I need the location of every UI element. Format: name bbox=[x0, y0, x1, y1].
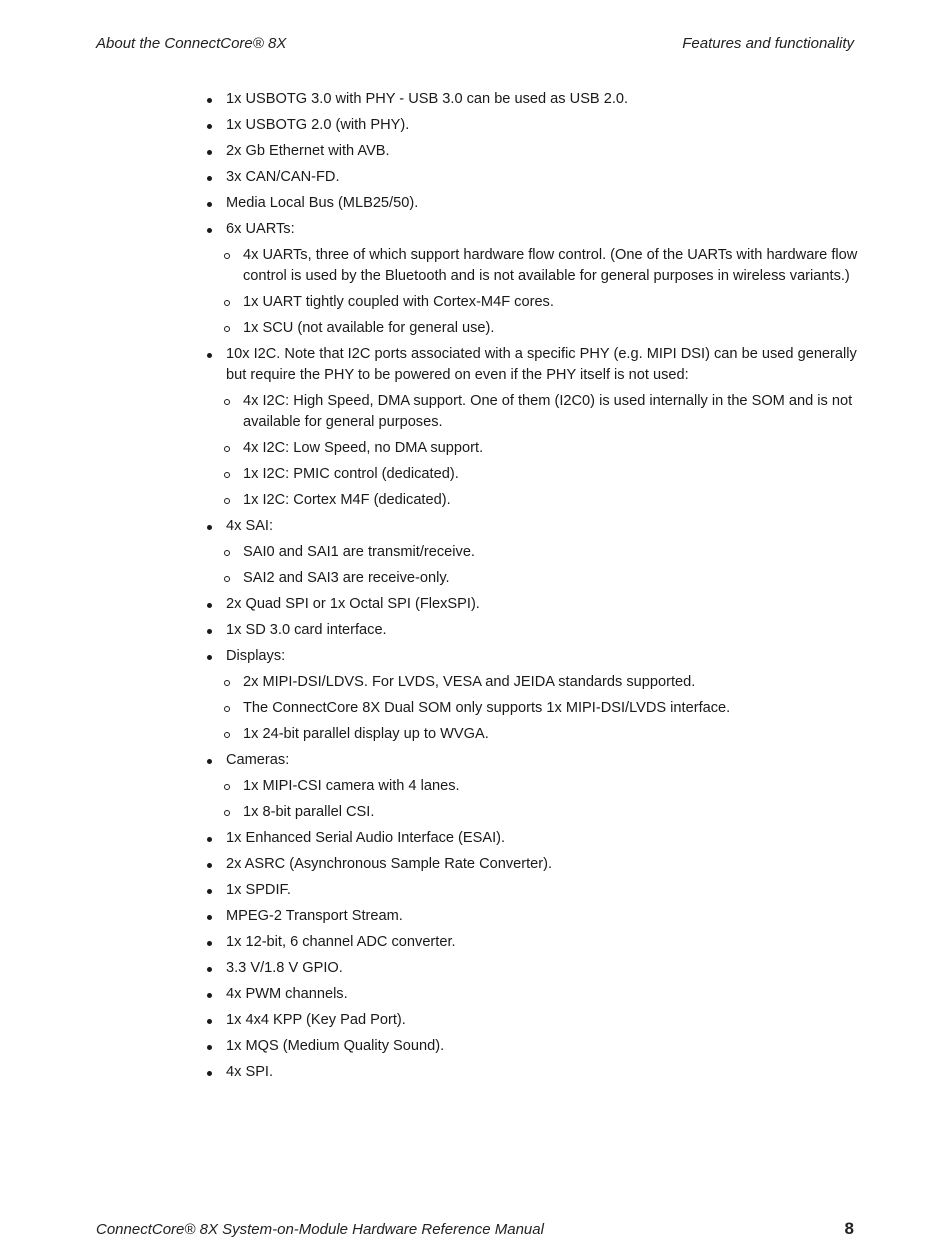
list-item bbox=[0, 344, 950, 511]
list-item bbox=[0, 516, 950, 589]
sub-list bbox=[226, 776, 860, 823]
footer-manual-title: ConnectCore® 8X System-on-Module Hardware Reference Manual bbox=[96, 1221, 544, 1238]
sub-list-item: 1x MIPI-CSI camera with 4 lanes. bbox=[226, 776, 860, 797]
header-section-title: About the ConnectCore® 8X bbox=[96, 35, 287, 52]
list-item-text: 1x Enhanced Serial Audio Interface (ESAI). bbox=[226, 830, 506, 846]
sub-list-item: 1x 24-bit parallel display up to WVGA. bbox=[226, 724, 860, 745]
sub-list bbox=[226, 391, 860, 511]
sub-list-item: 4x I2C: High Speed, DMA support. One of them (I2C0) is used internally in the SOM and is not available for general purposes. bbox=[226, 391, 860, 433]
list-item bbox=[0, 141, 950, 162]
sub-list-item: The ConnectCore 8X Dual SOM only supports 1x MIPI-DSI/LVDS interface. bbox=[226, 698, 860, 719]
sub-list-item: 2x MIPI-DSI/LDVS. For LVDS, VESA and JEIDA standards supported. bbox=[226, 672, 860, 693]
page-header bbox=[96, 35, 854, 52]
list-item-text: 4x SPI. bbox=[226, 1064, 274, 1080]
list-item-text: 3.3 V/1.8 V GPIO. bbox=[226, 960, 343, 976]
list-item bbox=[0, 219, 950, 339]
list-item bbox=[0, 646, 950, 745]
feature-list-container bbox=[0, 89, 950, 1088]
list-item-text: 1x SPDIF. bbox=[226, 882, 291, 898]
list-item bbox=[0, 750, 950, 823]
sub-list-item: SAI2 and SAI3 are receive-only. bbox=[226, 568, 860, 589]
page-number: 8 bbox=[844, 1219, 854, 1238]
list-item bbox=[0, 1036, 950, 1057]
sub-list-item: 1x SCU (not available for general use). bbox=[226, 318, 860, 339]
feature-list bbox=[0, 89, 950, 1083]
list-item-text: 1x SD 3.0 card interface. bbox=[226, 622, 387, 638]
sub-list bbox=[226, 245, 860, 339]
list-item-text: Displays: bbox=[226, 648, 286, 664]
list-item bbox=[0, 984, 950, 1005]
list-item bbox=[0, 115, 950, 136]
sub-list-item: 1x 8-bit parallel CSI. bbox=[226, 802, 860, 823]
list-item-text: 1x 4x4 KPP (Key Pad Port). bbox=[226, 1012, 406, 1028]
list-item-text: 6x UARTs: bbox=[226, 221, 295, 237]
list-item bbox=[0, 828, 950, 849]
list-item-text: 4x PWM channels. bbox=[226, 986, 348, 1002]
page-footer bbox=[96, 1219, 854, 1239]
list-item-text: MPEG-2 Transport Stream. bbox=[226, 908, 403, 924]
sub-list bbox=[226, 672, 860, 745]
sub-list-item: 1x UART tightly coupled with Cortex-M4F cores. bbox=[226, 292, 860, 313]
list-item-text: Media Local Bus (MLB25/50). bbox=[226, 195, 419, 211]
list-item bbox=[0, 1010, 950, 1031]
list-item-text: Cameras: bbox=[226, 752, 290, 768]
list-item bbox=[0, 854, 950, 875]
list-item bbox=[0, 958, 950, 979]
list-item bbox=[0, 880, 950, 901]
list-item-text: 10x I2C. Note that I2C ports associated with a specific PHY (e.g. MIPI DSI) can be used generally but require the PHY to be powered on even if the PHY itself is not used: bbox=[226, 346, 857, 383]
list-item-text: 3x CAN/CAN-FD. bbox=[226, 169, 340, 185]
sub-list bbox=[226, 542, 860, 589]
list-item-text: 2x Gb Ethernet with AVB. bbox=[226, 143, 390, 159]
sub-list-item: 4x I2C: Low Speed, no DMA support. bbox=[226, 438, 860, 459]
list-item-text: 2x Quad SPI or 1x Octal SPI (FlexSPI). bbox=[226, 596, 480, 612]
list-item-text: 1x 12-bit, 6 channel ADC converter. bbox=[226, 934, 456, 950]
list-item bbox=[0, 1062, 950, 1083]
list-item-text: 4x SAI: bbox=[226, 518, 274, 534]
header-chapter-title: Features and functionality bbox=[682, 35, 854, 52]
list-item-text: 1x USBOTG 2.0 (with PHY). bbox=[226, 117, 410, 133]
list-item bbox=[0, 620, 950, 641]
list-item-text: 1x USBOTG 3.0 with PHY - USB 3.0 can be used as USB 2.0. bbox=[226, 91, 629, 107]
sub-list-item: 1x I2C: Cortex M4F (dedicated). bbox=[226, 490, 860, 511]
list-item-text: 1x MQS (Medium Quality Sound). bbox=[226, 1038, 445, 1054]
list-item bbox=[0, 193, 950, 214]
list-item bbox=[0, 906, 950, 927]
list-item bbox=[0, 594, 950, 615]
sub-list-item: SAI0 and SAI1 are transmit/receive. bbox=[226, 542, 860, 563]
sub-list-item: 4x UARTs, three of which support hardware flow control. (One of the UARTs with hardware flow control is used by the Bluetooth and is not available for general purposes in wireless variants.) bbox=[226, 245, 860, 287]
list-item bbox=[0, 932, 950, 953]
list-item bbox=[0, 89, 950, 110]
sub-list-item: 1x I2C: PMIC control (dedicated). bbox=[226, 464, 860, 485]
list-item bbox=[0, 167, 950, 188]
list-item-text: 2x ASRC (Asynchronous Sample Rate Converter). bbox=[226, 856, 553, 872]
